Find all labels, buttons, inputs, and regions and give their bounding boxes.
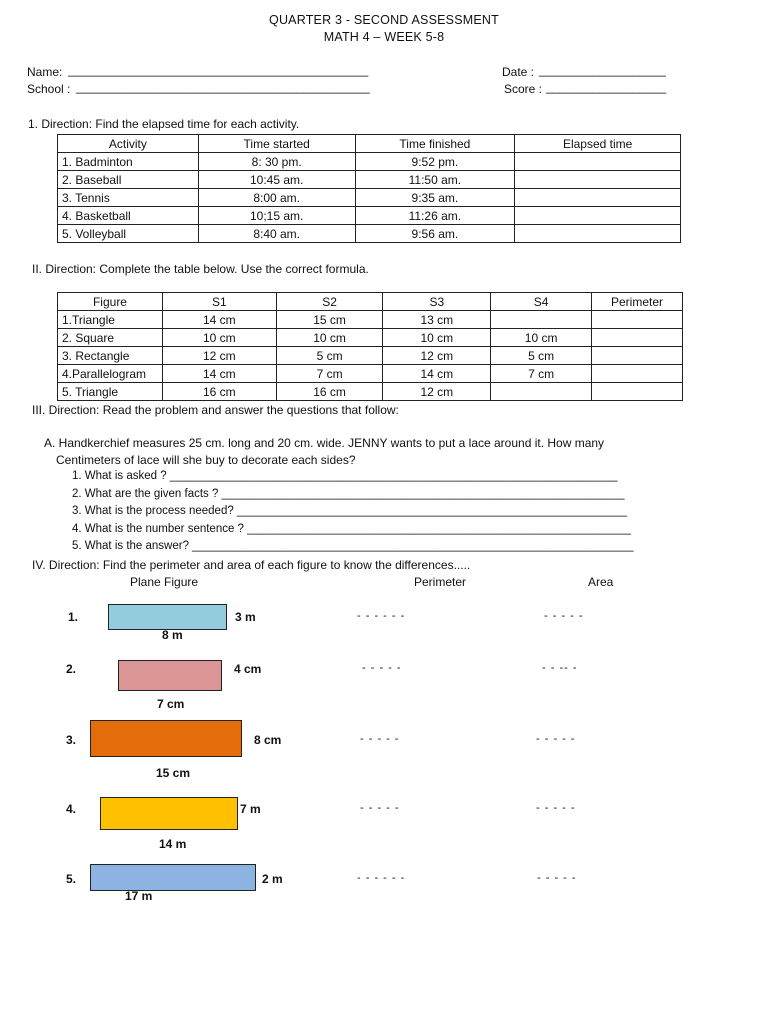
figure-cell: 4.Parallelogram xyxy=(58,365,163,383)
question-4[interactable]: 4. What is the number sentence ? ____________________________________________________________ xyxy=(72,523,631,535)
elapsed-time-cell[interactable] xyxy=(515,189,681,207)
time-started-cell: 8:00 am. xyxy=(198,189,355,207)
column-header: Activity xyxy=(58,135,199,153)
rectangle-figure xyxy=(118,660,222,691)
figure-number: 3. xyxy=(66,733,77,747)
time-started-cell: 8: 30 pm. xyxy=(198,153,355,171)
table-row xyxy=(58,365,683,383)
elapsed-time-cell[interactable] xyxy=(515,225,681,243)
s1-cell: 14 cm xyxy=(162,311,276,329)
figure-number: 4. xyxy=(66,802,77,816)
s2-cell: 16 cm xyxy=(276,383,383,401)
question-2[interactable]: 2. What are the given facts ? _______________________________________________________________ xyxy=(72,488,625,500)
table-row xyxy=(58,311,683,329)
part4-direction: IV. Direction: Find the perimeter and area of each figure to know the differences..... xyxy=(32,558,471,572)
s4-cell xyxy=(491,311,592,329)
score-label: Score : xyxy=(504,82,543,96)
time-finished-cell: 9:52 pm. xyxy=(355,153,515,171)
part1-direction: 1. Direction: Find the elapsed time for each activity. xyxy=(28,117,300,131)
column-header: Elapsed time xyxy=(515,135,681,153)
perimeter-answer[interactable]: - - - - - xyxy=(360,733,400,745)
question-1[interactable]: 1. What is asked ? ______________________________________________________________________ xyxy=(72,470,618,482)
perimeter-table xyxy=(57,292,683,401)
side-label: 2 m xyxy=(262,872,283,886)
elapsed-time-cell[interactable] xyxy=(515,171,681,189)
perimeter-answer[interactable]: - - - - - - xyxy=(357,872,406,884)
table-row xyxy=(58,383,683,401)
area-answer[interactable]: - - -- - xyxy=(542,662,578,674)
perimeter-cell[interactable] xyxy=(592,365,683,383)
activity-cell: 3. Tennis xyxy=(58,189,199,207)
elapsed-time-cell[interactable] xyxy=(515,207,681,225)
date-label: Date : xyxy=(502,65,535,79)
time-finished-cell: 11:26 am. xyxy=(355,207,515,225)
area-answer[interactable]: - - - - - xyxy=(536,733,576,745)
score-field[interactable]: __________________ xyxy=(546,80,667,94)
perimeter-answer[interactable]: - - - - - xyxy=(362,662,402,674)
perimeter-cell[interactable] xyxy=(592,347,683,365)
table-row xyxy=(58,171,681,189)
column-header: Figure xyxy=(58,293,163,311)
s1-cell: 12 cm xyxy=(162,347,276,365)
question-5[interactable]: 5. What is the answer? _____________________________________________________________________ xyxy=(72,540,634,552)
area-answer[interactable]: - - - - - xyxy=(537,872,577,884)
title-line-1: QUARTER 3 - SECOND ASSESSMENT xyxy=(269,13,499,27)
perimeter-answer[interactable]: - - - - - xyxy=(360,802,400,814)
figure-cell: 1.Triangle xyxy=(58,311,163,329)
time-started-cell: 10:45 am. xyxy=(198,171,355,189)
time-finished-cell: 11:50 am. xyxy=(355,171,515,189)
area-header: Area xyxy=(588,575,614,589)
column-header: S1 xyxy=(162,293,276,311)
table-header-row xyxy=(58,135,681,153)
s1-cell: 14 cm xyxy=(162,365,276,383)
perimeter-header: Perimeter xyxy=(414,575,467,589)
elapsed-time-cell[interactable] xyxy=(515,153,681,171)
date-field[interactable]: ___________________ xyxy=(539,63,666,77)
column-header: S2 xyxy=(276,293,383,311)
name-label: Name: xyxy=(27,65,63,79)
perimeter-answer[interactable]: - - - - - - xyxy=(357,610,406,622)
column-header: Perimeter xyxy=(592,293,683,311)
side-label: 8 cm xyxy=(254,733,282,747)
s3-cell: 10 cm xyxy=(383,329,491,347)
table-row xyxy=(58,189,681,207)
part3-direction: III. Direction: Read the problem and answer the questions that follow: xyxy=(32,403,399,417)
s3-cell: 12 cm xyxy=(383,347,491,365)
side-label: 4 cm xyxy=(234,662,262,676)
problem-line-2: Centimeters of lace will she buy to decorate each sides? xyxy=(56,453,356,467)
s4-cell: 7 cm xyxy=(491,365,592,383)
column-header: S3 xyxy=(383,293,491,311)
base-label: 7 cm xyxy=(157,697,185,711)
figure-number: 2. xyxy=(66,662,77,676)
rectangle-figure xyxy=(90,864,256,891)
table-row xyxy=(58,153,681,171)
part2-direction: II. Direction: Complete the table below. Use the correct formula. xyxy=(32,262,369,276)
perimeter-cell[interactable] xyxy=(592,329,683,347)
s2-cell: 10 cm xyxy=(276,329,383,347)
time-finished-cell: 9:56 am. xyxy=(355,225,515,243)
time-started-cell: 10;15 am. xyxy=(198,207,355,225)
name-field[interactable]: _____________________________________________ xyxy=(68,63,369,77)
s3-cell: 12 cm xyxy=(383,383,491,401)
figure-number: 1. xyxy=(68,610,79,624)
base-label: 15 cm xyxy=(156,766,191,780)
s4-cell: 5 cm xyxy=(491,347,592,365)
problem-line-1: A. Handkerchief measures 25 cm. long and 20 cm. wide. JENNY wants to put a lace around it. How many xyxy=(44,436,605,450)
rectangle-figure xyxy=(100,797,238,830)
area-answer[interactable]: - - - - - xyxy=(544,610,584,622)
column-header: S4 xyxy=(491,293,592,311)
table-row xyxy=(58,207,681,225)
activity-cell: 5. Volleyball xyxy=(58,225,199,243)
figure-cell: 5. Triangle xyxy=(58,383,163,401)
s4-cell: 10 cm xyxy=(491,329,592,347)
table-row xyxy=(58,347,683,365)
s1-cell: 10 cm xyxy=(162,329,276,347)
s3-cell: 13 cm xyxy=(383,311,491,329)
column-header: Time finished xyxy=(355,135,515,153)
s4-cell xyxy=(491,383,592,401)
table-row xyxy=(58,225,681,243)
s2-cell: 5 cm xyxy=(276,347,383,365)
base-label: 8 m xyxy=(162,628,183,642)
side-label: 3 m xyxy=(235,610,256,624)
school-field[interactable]: ____________________________________________ xyxy=(76,80,370,94)
rectangle-figure xyxy=(90,720,242,757)
side-label: 7 m xyxy=(240,802,261,816)
title-line-2: MATH 4 – WEEK 5-8 xyxy=(323,30,445,44)
table-header-row xyxy=(58,293,683,311)
perimeter-cell[interactable] xyxy=(592,383,683,401)
s3-cell: 14 cm xyxy=(383,365,491,383)
time-finished-cell: 9:35 am. xyxy=(355,189,515,207)
base-label: 17 m xyxy=(125,889,153,903)
s2-cell: 15 cm xyxy=(276,311,383,329)
perimeter-cell[interactable] xyxy=(592,311,683,329)
school-label: School : xyxy=(27,82,71,96)
elapsed-time-table xyxy=(57,134,681,243)
activity-cell: 2. Baseball xyxy=(58,171,199,189)
table-row xyxy=(58,329,683,347)
base-label: 14 m xyxy=(159,837,187,851)
question-3[interactable]: 3. What is the process needed? _____________________________________________________________ xyxy=(72,505,628,517)
activity-cell: 4. Basketball xyxy=(58,207,199,225)
rectangle-figure xyxy=(108,604,227,630)
column-header: Time started xyxy=(198,135,355,153)
area-answer[interactable]: - - - - - xyxy=(536,802,576,814)
activity-cell: 1. Badminton xyxy=(58,153,199,171)
figure-number: 5. xyxy=(66,872,77,886)
s1-cell: 16 cm xyxy=(162,383,276,401)
plane-figure-header: Plane Figure xyxy=(130,575,199,589)
s2-cell: 7 cm xyxy=(276,365,383,383)
time-started-cell: 8:40 am. xyxy=(198,225,355,243)
figure-cell: 3. Rectangle xyxy=(58,347,163,365)
figure-cell: 2. Square xyxy=(58,329,163,347)
